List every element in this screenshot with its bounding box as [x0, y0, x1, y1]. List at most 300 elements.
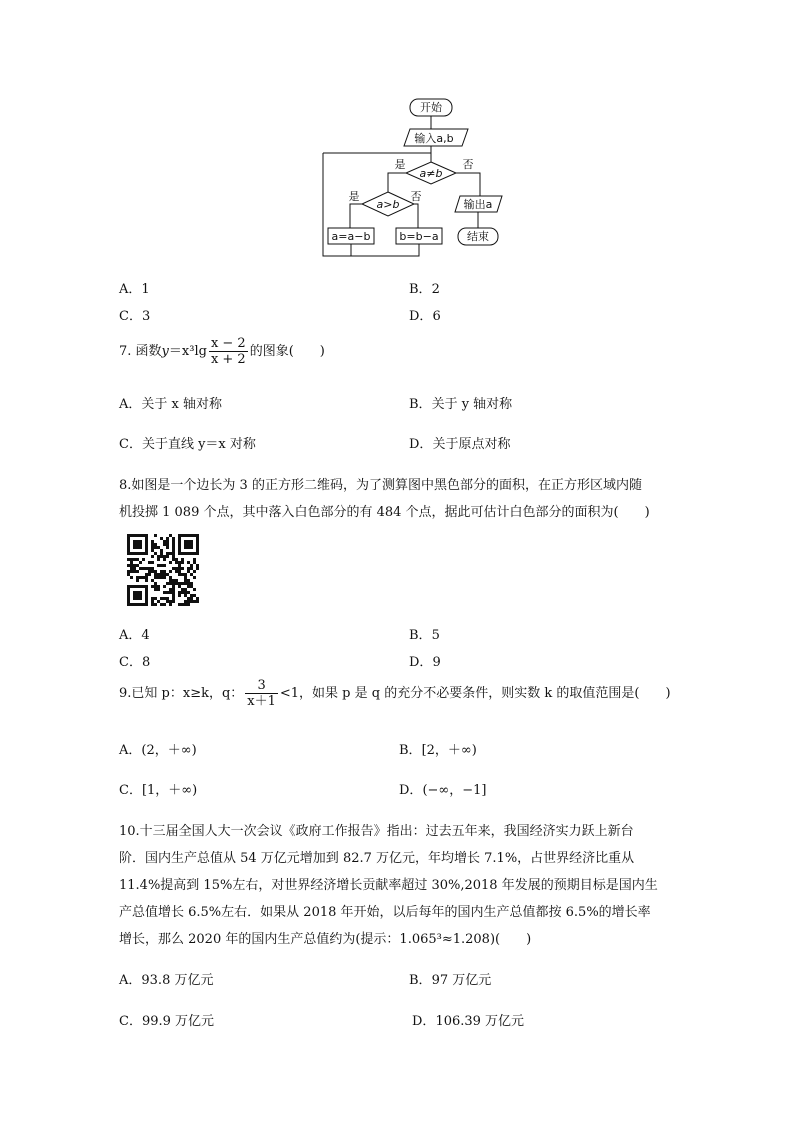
qr-module	[196, 537, 199, 540]
qr-module	[130, 603, 133, 606]
qr-module	[172, 588, 175, 591]
qr-module	[172, 579, 175, 582]
qr-module	[145, 576, 148, 579]
qr-module	[127, 591, 130, 594]
qr-module	[184, 582, 187, 585]
flow-assign-b-label: b=b−a	[399, 230, 439, 243]
q9-numerator: 3	[245, 678, 278, 694]
qr-module	[160, 603, 163, 606]
q10-stem-line-4: 产总值增长 6.5%左右．如果从 2018 年开始，以后每年的国内生产总值都按 6.5%的增长率	[119, 905, 651, 920]
option-text: 9	[432, 655, 441, 670]
option-text: [1，＋∞)	[141, 783, 198, 798]
qr-module	[145, 537, 148, 540]
q9-option-a	[119, 739, 197, 758]
qr-module	[196, 552, 199, 555]
qr-module	[166, 597, 169, 600]
qr-module	[139, 603, 142, 606]
qr-module	[178, 603, 181, 606]
qr-module	[193, 558, 196, 561]
q10-stem-line-1: 10.十三届全国人大一次会议《政府工作报告》指出：过去五年来，我国经济实力跃上新台	[119, 824, 634, 839]
qr-module	[136, 564, 139, 567]
qr-module	[187, 603, 190, 606]
qr-module	[136, 597, 139, 600]
qr-module	[181, 552, 184, 555]
qr-module	[136, 540, 139, 543]
qr-module	[154, 552, 157, 555]
qr-module	[127, 546, 130, 549]
flow-end-label: 结束	[467, 230, 489, 243]
qr-module	[160, 570, 163, 573]
q10-option-b	[409, 969, 491, 988]
q7-option-b	[409, 393, 512, 412]
qr-module	[178, 552, 181, 555]
qr-module	[187, 579, 190, 582]
qr-module	[136, 546, 139, 549]
qr-module	[169, 588, 172, 591]
qr-module	[187, 585, 190, 588]
qr-module	[133, 534, 136, 537]
qr-module	[178, 582, 181, 585]
qr-module	[130, 552, 133, 555]
qr-module	[169, 561, 172, 564]
qr-module	[139, 591, 142, 594]
option-text: 3	[141, 309, 151, 324]
option-letter: A．	[119, 743, 142, 758]
qr-module	[151, 549, 154, 552]
qr-module	[166, 582, 169, 585]
qr-module	[184, 603, 187, 606]
option-letter: A．	[119, 282, 142, 297]
q7-prefix: 7. 函数	[119, 344, 162, 359]
qr-module	[136, 534, 139, 537]
qr-module	[178, 573, 181, 576]
flow-no-label: 否	[462, 158, 474, 171]
qr-module	[172, 585, 175, 588]
qr-module	[127, 597, 130, 600]
qr-module	[136, 570, 139, 573]
qr-module	[175, 582, 178, 585]
q7-eq: ＝x³lg	[168, 344, 207, 359]
q10-stem-line-3: 11.4%提高到 15%左右，对世界经济增长贡献率超过 30%,2018 年发展的预期目标是国内生	[119, 878, 658, 893]
option-text: 93.8 万亿元	[141, 973, 214, 988]
q7-stem	[119, 336, 325, 367]
qr-module	[133, 558, 136, 561]
qr-module	[139, 552, 142, 555]
qr-module	[127, 552, 130, 555]
qr-module	[148, 573, 151, 576]
flow-input-label: 输入a,b	[414, 132, 454, 145]
qr-module	[178, 591, 181, 594]
qr-module	[139, 585, 142, 588]
option-text: 6	[432, 309, 441, 324]
qr-module	[145, 549, 148, 552]
qr-module	[196, 597, 199, 600]
qr-module	[163, 597, 166, 600]
qr-module	[145, 597, 148, 600]
qr-module	[175, 558, 178, 561]
qr-module	[184, 573, 187, 576]
qr-module	[172, 582, 175, 585]
qr-module	[127, 570, 130, 573]
qr-module	[157, 588, 160, 591]
qr-module	[151, 540, 154, 543]
flow-decision-1-label: a≠b	[419, 167, 443, 180]
qr-module	[166, 537, 169, 540]
qr-module	[169, 570, 172, 573]
qr-module	[190, 543, 193, 546]
qr-module	[133, 594, 136, 597]
qr-module	[184, 594, 187, 597]
option-text: 106.39 万亿元	[435, 1014, 525, 1029]
qr-module	[181, 558, 184, 561]
qr-module	[169, 591, 172, 594]
flow-yes-label: 是	[394, 158, 406, 171]
qr-module	[172, 537, 175, 540]
qr-module	[148, 561, 151, 564]
qr-module	[148, 570, 151, 573]
qr-module	[163, 591, 166, 594]
qr-module	[184, 576, 187, 579]
qr-module	[151, 600, 154, 603]
qr-module	[190, 534, 193, 537]
qr-module	[136, 576, 139, 579]
q7-denominator: x + 2	[210, 352, 246, 367]
qr-module	[187, 561, 190, 564]
qr-module	[151, 597, 154, 600]
q8-option-a	[119, 624, 150, 643]
qr-module	[190, 552, 193, 555]
qr-module	[181, 534, 184, 537]
qr-module	[133, 585, 136, 588]
qr-module	[130, 570, 133, 573]
q7-option-c	[119, 433, 256, 452]
option-letter: D．	[399, 783, 423, 798]
qr-module	[196, 540, 199, 543]
qr-module	[127, 564, 130, 567]
qr-module	[130, 564, 133, 567]
option-letter: B．	[409, 628, 432, 643]
qr-module	[127, 549, 130, 552]
qr-module	[172, 597, 175, 600]
qr-module	[178, 540, 181, 543]
qr-module	[142, 576, 145, 579]
qr-module	[178, 567, 181, 570]
qr-module	[172, 600, 175, 603]
qr-module	[184, 540, 187, 543]
qr-module	[130, 585, 133, 588]
qr-module	[196, 543, 199, 546]
qr-module	[196, 564, 199, 567]
q7-option-d	[409, 433, 510, 452]
qr-module	[184, 546, 187, 549]
option-letter: A．	[119, 973, 142, 988]
qr-module	[151, 567, 154, 570]
q10-option-c	[119, 1010, 214, 1029]
qr-module	[178, 546, 181, 549]
qr-module	[169, 582, 172, 585]
qr-module	[154, 582, 157, 585]
option-letter: D．	[409, 655, 433, 670]
q9-prefix: 9.已知 p：x≥k，q：	[119, 686, 244, 701]
q9-stem	[119, 678, 671, 709]
flow-start-label: 开始	[420, 101, 442, 114]
qr-module	[166, 552, 169, 555]
q9-fraction	[245, 678, 278, 709]
qr-module	[163, 603, 166, 606]
qr-module	[133, 591, 136, 594]
qr-module	[142, 534, 145, 537]
option-text: 2	[431, 282, 440, 297]
q8-stem-line-1: 8.如图是一个边长为 3 的正方形二维码，为了测算图中黑色部分的面积，在正方形区域内随	[119, 478, 642, 493]
qr-module	[163, 555, 166, 558]
qr-module	[172, 567, 175, 570]
qr-module	[145, 543, 148, 546]
qr-module	[145, 591, 148, 594]
qr-module	[184, 534, 187, 537]
option-text: (−∞，−1]	[422, 783, 487, 798]
option-letter: B．	[409, 397, 432, 412]
qr-module	[169, 603, 172, 606]
qr-module	[187, 546, 190, 549]
qr-module	[145, 573, 148, 576]
qr-module	[169, 534, 172, 537]
q8-option-c	[119, 651, 150, 670]
qr-module	[190, 600, 193, 603]
qr-module	[184, 543, 187, 546]
qr-module	[193, 552, 196, 555]
qr-module	[154, 597, 157, 600]
qr-module	[193, 561, 196, 564]
qr-module	[190, 594, 193, 597]
qr-module	[190, 567, 193, 570]
qr-module	[166, 600, 169, 603]
q7-option-a	[119, 393, 222, 412]
q8-option-d	[409, 651, 441, 670]
flow-output-label: 输出a	[463, 198, 493, 211]
qr-module	[187, 534, 190, 537]
qr-module	[136, 558, 139, 561]
qr-module	[157, 573, 160, 576]
option-letter: B．	[409, 282, 432, 297]
qr-module	[187, 570, 190, 573]
option-text: 关于直线 y＝x 对称	[141, 437, 256, 452]
qr-module	[127, 588, 130, 591]
qr-module	[175, 570, 178, 573]
qr-module	[127, 558, 130, 561]
qr-module	[127, 585, 130, 588]
qr-module	[154, 546, 157, 549]
qr-module	[184, 600, 187, 603]
option-text: 97 万亿元	[431, 973, 492, 988]
qr-module	[154, 576, 157, 579]
qr-module	[163, 564, 166, 567]
qr-module	[163, 540, 166, 543]
q6-option-d	[409, 305, 441, 324]
qr-module	[136, 579, 139, 582]
option-letter: B．	[399, 743, 422, 758]
qr-module	[151, 555, 154, 558]
qr-module	[136, 552, 139, 555]
option-text: 99.9 万亿元	[141, 1014, 215, 1029]
qr-module	[160, 537, 163, 540]
qr-module	[139, 567, 142, 570]
option-letter: D．	[409, 437, 433, 452]
q10-stem-line-2: 阶．国内生产总值从 54 万亿元增加到 82.7 万亿元，年均增长 7.1%，占世界经济比重从	[119, 851, 635, 866]
qr-module	[163, 558, 166, 561]
qr-module	[172, 543, 175, 546]
qr-module	[145, 600, 148, 603]
q9-option-d	[399, 779, 486, 798]
qr-module	[175, 567, 178, 570]
qr-module	[142, 552, 145, 555]
qr-module	[193, 600, 196, 603]
qr-module	[145, 567, 148, 570]
qr-module	[190, 540, 193, 543]
qr-module	[163, 585, 166, 588]
option-text: (2，＋∞)	[141, 743, 197, 758]
option-text: 关于 y 轴对称	[431, 397, 513, 412]
qr-module	[190, 546, 193, 549]
qr-module	[151, 546, 154, 549]
qr-module	[142, 567, 145, 570]
qr-module	[127, 534, 130, 537]
qr-module	[160, 552, 163, 555]
qr-module	[178, 564, 181, 567]
qr-module	[154, 534, 157, 537]
qr-module	[172, 594, 175, 597]
qr-module	[193, 594, 196, 597]
qr-module	[139, 594, 142, 597]
qr-module	[139, 540, 142, 543]
qr-module	[160, 576, 163, 579]
qr-module	[154, 603, 157, 606]
option-text: 8	[141, 655, 151, 670]
qr-module	[133, 564, 136, 567]
qr-module	[133, 540, 136, 543]
option-letter: A．	[119, 628, 142, 643]
qr-module	[169, 600, 172, 603]
qr-module	[196, 546, 199, 549]
qr-module	[136, 591, 139, 594]
qr-module	[166, 573, 169, 576]
option-text: [2，＋∞)	[421, 743, 477, 758]
qr-module	[127, 543, 130, 546]
qr-module	[190, 564, 193, 567]
qr-module	[172, 555, 175, 558]
qr-module	[181, 561, 184, 564]
option-letter: C．	[119, 783, 142, 798]
qr-module	[178, 561, 181, 564]
q10-option-d	[412, 1010, 524, 1029]
qr-module	[151, 603, 154, 606]
qr-module	[163, 543, 166, 546]
qr-module	[151, 543, 154, 546]
option-letter: C．	[119, 655, 142, 670]
qr-module	[160, 564, 163, 567]
qr-module	[145, 546, 148, 549]
qr-module	[130, 576, 133, 579]
qr-module	[178, 585, 181, 588]
qr-module	[169, 552, 172, 555]
q7-numerator: x − 2	[210, 336, 246, 351]
q9-option-b	[399, 739, 477, 758]
qr-module	[196, 567, 199, 570]
qr-module	[136, 594, 139, 597]
qr-module	[190, 573, 193, 576]
qr-module	[142, 603, 145, 606]
qr-module	[145, 594, 148, 597]
qr-module	[181, 603, 184, 606]
qr-module	[196, 549, 199, 552]
qr-module	[130, 561, 133, 564]
qr-module	[178, 537, 181, 540]
option-letter: C．	[119, 1014, 142, 1029]
qr-module	[172, 552, 175, 555]
q6-option-a	[119, 278, 150, 297]
qr-module	[151, 561, 154, 564]
qr-module	[145, 552, 148, 555]
qr-module	[142, 558, 145, 561]
qr-module	[160, 597, 163, 600]
qr-module	[178, 534, 181, 537]
flow-decision-2-label: a>b	[376, 198, 400, 211]
qr-module	[145, 540, 148, 543]
qr-module	[157, 576, 160, 579]
option-text: 1	[141, 282, 150, 297]
qr-module	[133, 597, 136, 600]
option-letter: C．	[119, 437, 142, 452]
qr-module	[133, 543, 136, 546]
qr-module	[181, 582, 184, 585]
qr-module	[127, 600, 130, 603]
qr-module	[187, 543, 190, 546]
qr-module	[160, 549, 163, 552]
option-letter: D．	[412, 1014, 436, 1029]
qr-module	[169, 576, 172, 579]
qr-module	[139, 543, 142, 546]
qr-module	[133, 567, 136, 570]
qr-module	[157, 585, 160, 588]
q7-suffix: 的图象( )	[249, 344, 325, 359]
qr-module	[178, 543, 181, 546]
qr-module	[145, 534, 148, 537]
qr-module	[157, 564, 160, 567]
qr-module	[139, 546, 142, 549]
qr-module	[154, 570, 157, 573]
option-letter: D．	[409, 309, 433, 324]
qr-module	[181, 567, 184, 570]
qr-module	[133, 552, 136, 555]
flow-assign-a-label: a=a−b	[331, 230, 371, 243]
qr-module	[187, 591, 190, 594]
q9-suffix: <1，如果 p 是 q 的充分不必要条件，则实数 k 的取值范围是( )	[279, 686, 671, 701]
qr-module	[196, 600, 199, 603]
option-letter: A．	[119, 397, 142, 412]
qr-module	[193, 588, 196, 591]
qr-module	[166, 543, 169, 546]
qr-module	[139, 534, 142, 537]
qr-module	[172, 558, 175, 561]
qr-module	[154, 588, 157, 591]
q10-stem-line-5: 增长，那么 2020 年的国内生产总值约为(提示：1.065³≈1.208)( )	[119, 932, 532, 947]
qr-module	[154, 573, 157, 576]
qr-module	[172, 540, 175, 543]
qr-module	[172, 549, 175, 552]
qr-module	[154, 585, 157, 588]
qr-module	[172, 546, 175, 549]
q6-option-c	[119, 305, 150, 324]
qr-module	[148, 567, 151, 570]
